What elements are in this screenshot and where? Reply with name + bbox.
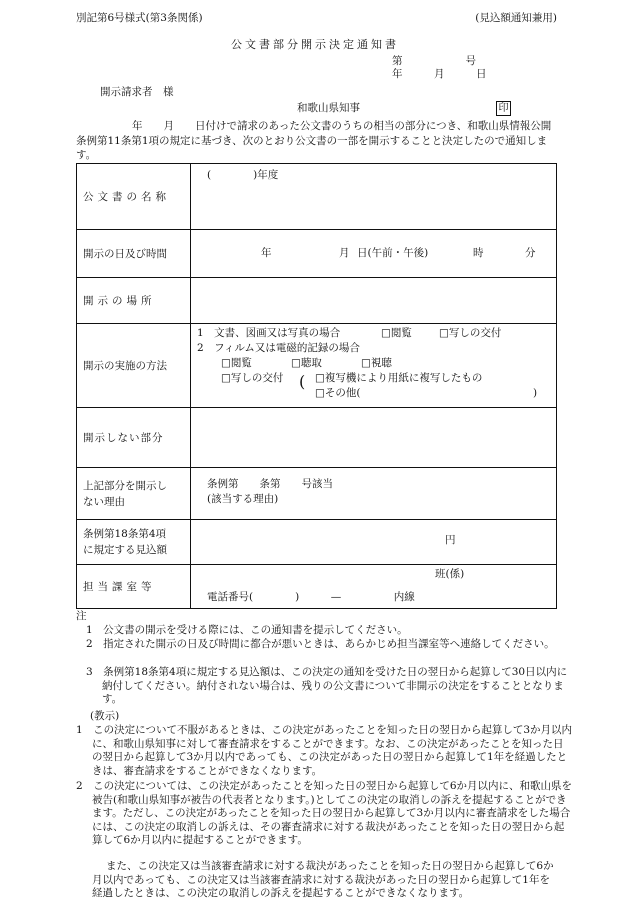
datetime-day: 日(午前・午後) bbox=[357, 247, 429, 259]
note-item-1: 1 公文書の開示を受ける際には、この通知書を提示してください。 bbox=[86, 624, 408, 636]
row-place bbox=[77, 278, 557, 324]
field-method bbox=[191, 324, 557, 408]
checkbox-copy-media[interactable]: □写しの交付 bbox=[221, 372, 284, 384]
checkbox-photocopy[interactable]: □複写機により用紙に複写したもの bbox=[315, 372, 483, 384]
datetime-year: 年 bbox=[261, 247, 272, 259]
row-document-name bbox=[77, 164, 557, 230]
teiji-item-1: 1 この決定について不服があるときは、この決定があったことを知った日の翌日から起算して3か月以内に、和歌山県知事に対して審査請求をすることができます。なお、この決定があったことを知った日の翌日から起算して3か月以内であっても、この決定があった日の翌日から起算して1年を経過したときは、審査請求をすることができなくなります。 bbox=[76, 724, 573, 777]
teiji-heading: (教示) bbox=[90, 710, 120, 722]
row-undisclosed bbox=[77, 408, 557, 468]
label-undisclosed: 開示しない部分 bbox=[77, 408, 191, 468]
checkbox-watch-media[interactable]: □視聴 bbox=[361, 357, 392, 369]
row-datetime bbox=[77, 230, 557, 278]
field-undisclosed[interactable] bbox=[191, 408, 557, 468]
field-datetime[interactable] bbox=[191, 230, 557, 278]
field-document-name[interactable] bbox=[191, 164, 557, 230]
notes-heading: 注 bbox=[76, 610, 87, 622]
reason-applicable: (該当する理由) bbox=[207, 493, 279, 505]
section-group: 班(係) bbox=[435, 568, 465, 580]
label-estimate bbox=[77, 520, 191, 565]
label-datetime: 開示の日及び時間 bbox=[77, 230, 191, 278]
issuer: 和歌山県知事 bbox=[297, 102, 360, 114]
label-reason-line-2: ない理由 bbox=[83, 495, 125, 508]
phone-line: 電話番号( ) — 内線 bbox=[207, 591, 415, 603]
label-method: 開示の実施の方法 bbox=[77, 324, 191, 408]
label-reason bbox=[77, 468, 191, 520]
label-estimate-line-1: 条例第18条第4項 bbox=[83, 528, 167, 540]
checkbox-listen-media[interactable]: □聴取 bbox=[291, 357, 322, 369]
datetime-minute: 分 bbox=[525, 247, 536, 259]
field-reason[interactable] bbox=[191, 468, 557, 520]
field-place[interactable] bbox=[191, 278, 557, 324]
label-reason-line-1: 上記部分を開示し bbox=[83, 479, 167, 492]
document-number: 第 号 bbox=[392, 55, 476, 67]
method-line-2: 2 フィルム又は電磁的記録の場合 bbox=[197, 342, 360, 354]
datetime-month: 月 bbox=[339, 247, 350, 259]
intro-text: 年 月 日付けで請求のあった公文書のうちの相当の部分につき、和歌山県情報公開条例第11条第1項の規定に基づき、次のとおり公文書の一部を開示することと決定したので通知します。 bbox=[76, 120, 552, 161]
row-estimate bbox=[77, 520, 557, 565]
label-place: 開示の場所 bbox=[77, 278, 191, 324]
estimate-unit: 円 bbox=[445, 534, 456, 546]
note-item-3: 3 条例第18条第4項に規定する見込額は、この決定の通知を受けた日の翌日から起算して30日以内に納付してください。納付されない場合は、残りの公文書について非開示の決定をすることとなります。 bbox=[86, 666, 568, 705]
row-section bbox=[77, 565, 557, 609]
checkbox-view-media[interactable]: □閲覧 bbox=[221, 357, 252, 369]
teiji-item-2: 2 この決定については、この決定があったことを知った日の翌日から起算して6か月以内に、和歌山県を被告(和歌山県知事が被告の代表者となります。)としてこの決定の取消しの訴えを提起することができます。ただし、この決定があったことを知った日の翌日から起算して3か月以内に審査請求をした場合には、この決定の取消しの訴えは、その審査請求に対する裁決があったことを知った日の翌日から起算して6か月以内に提起することができます。 bbox=[76, 780, 573, 846]
note-item-2: 2 指定された開示の日及び時間に都合が悪いときは、あらかじめ担当課室等へ連絡してください。 bbox=[86, 638, 555, 650]
teiji-item-3: また、この決定又は当該審査請求に対する裁決があったことを知った日の翌日から起算して6か月以内であっても、この決定又は当該審査請求に対する裁決があった日の翌日から起算して1年を経過したときは、この決定の取消しの訴えを提起することができなくなります。 bbox=[92, 860, 554, 899]
row-reason bbox=[77, 468, 557, 520]
method-bracket: ( bbox=[299, 372, 306, 391]
reason-clause: 条例第 条第 号該当 bbox=[207, 478, 333, 490]
checkbox-view-documents[interactable]: □閲覧 bbox=[381, 327, 412, 339]
checkbox-copy-documents[interactable]: □写しの交付 bbox=[439, 327, 502, 339]
disclosure-form-table bbox=[76, 163, 557, 609]
addressee: 開示請求者 様 bbox=[100, 86, 174, 98]
label-document-name: 公文書の名称 bbox=[77, 164, 191, 230]
document-title: 公文書部分開示決定通知書 bbox=[231, 38, 399, 51]
datetime-hour: 時 bbox=[473, 247, 484, 259]
seal-mark: 印 bbox=[496, 101, 511, 116]
method-line-1: 1 文書、図画又は写真の場合 bbox=[197, 327, 341, 339]
field-section[interactable] bbox=[191, 565, 557, 609]
seal-box bbox=[496, 101, 511, 116]
field-estimate[interactable] bbox=[191, 520, 557, 565]
method-other-close: ) bbox=[533, 387, 538, 399]
form-id: 別記第6号様式(第3条関係) bbox=[76, 12, 203, 24]
document-date: 年 月 日 bbox=[392, 68, 487, 80]
label-estimate-line-2: に規定する見込額 bbox=[83, 544, 167, 556]
label-section: 担当課室等 bbox=[77, 565, 191, 609]
checkbox-other[interactable]: □その他( bbox=[315, 387, 361, 399]
row-method bbox=[77, 324, 557, 408]
form-note: (見込額通知兼用) bbox=[475, 12, 557, 24]
document-year-value: ( )年度 bbox=[207, 169, 279, 181]
